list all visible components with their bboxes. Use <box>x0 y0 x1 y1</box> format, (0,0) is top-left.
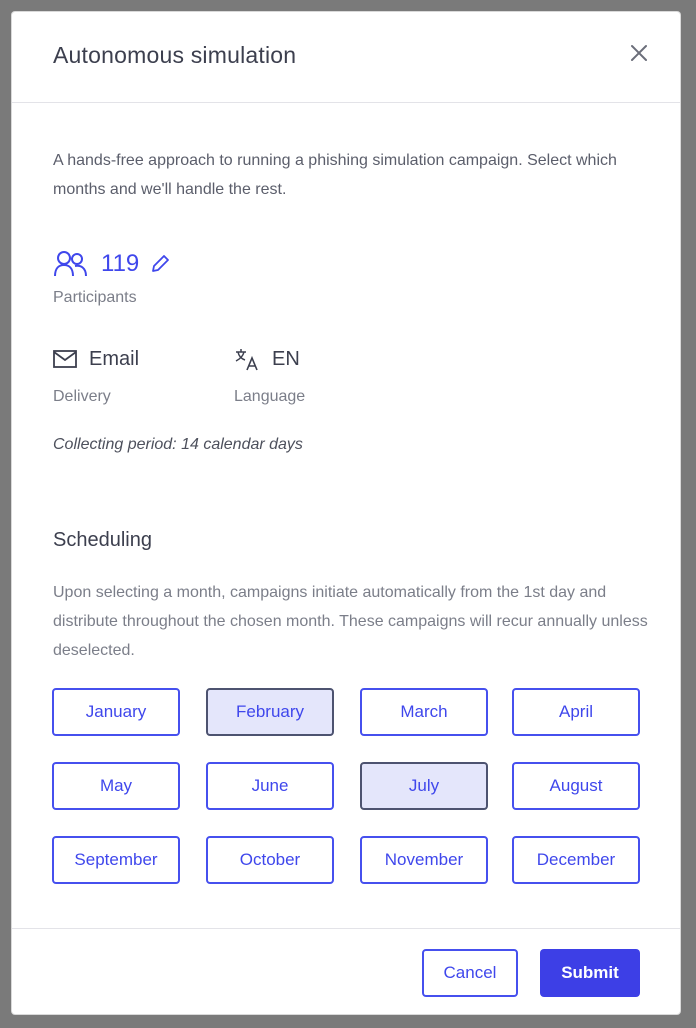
cancel-button[interactable]: Cancel <box>422 949 518 997</box>
envelope-icon <box>53 350 77 368</box>
month-july[interactable]: July <box>360 762 488 810</box>
autonomous-simulation-dialog <box>12 12 680 1014</box>
month-march[interactable]: March <box>360 688 488 736</box>
month-october[interactable]: October <box>206 836 334 884</box>
month-september[interactable]: September <box>52 836 180 884</box>
language-text: EN <box>272 347 300 370</box>
participants-row <box>53 248 171 280</box>
month-february[interactable]: February <box>206 688 334 736</box>
submit-button[interactable]: Submit <box>540 949 640 997</box>
users-icon <box>53 248 89 280</box>
delivery-value <box>53 345 139 373</box>
participants-label: Participants <box>53 289 137 306</box>
participants-count: 119 <box>101 250 140 277</box>
month-june[interactable]: June <box>206 762 334 810</box>
close-icon[interactable] <box>624 38 654 68</box>
month-november[interactable]: November <box>360 836 488 884</box>
scheduling-description: Upon selecting a month, campaigns initiate automatically from the 1st day and distribute throughout the chosen month. These campaigns will recur annually unless deselected. <box>53 584 648 659</box>
pencil-icon[interactable] <box>149 253 171 275</box>
collecting-period: Collecting period: 14 calendar days <box>53 436 303 453</box>
month-august[interactable]: August <box>512 762 640 810</box>
translate-icon <box>234 347 260 371</box>
month-december[interactable]: December <box>512 836 640 884</box>
delivery-text: Email <box>89 347 140 370</box>
dialog-description: A hands-free approach to running a phishing simulation campaign. Select which months and we'll handle the rest. <box>53 152 617 198</box>
delivery-label: Delivery <box>53 388 111 405</box>
dialog-footer <box>12 928 680 1014</box>
scheduling-title: Scheduling <box>53 529 152 551</box>
language-value <box>234 345 300 373</box>
month-may[interactable]: May <box>52 762 180 810</box>
dialog-title: Autonomous simulation <box>53 42 297 68</box>
month-april[interactable]: April <box>512 688 640 736</box>
language-label: Language <box>234 388 306 405</box>
month-january[interactable]: January <box>52 688 180 736</box>
dialog-header <box>12 12 680 103</box>
